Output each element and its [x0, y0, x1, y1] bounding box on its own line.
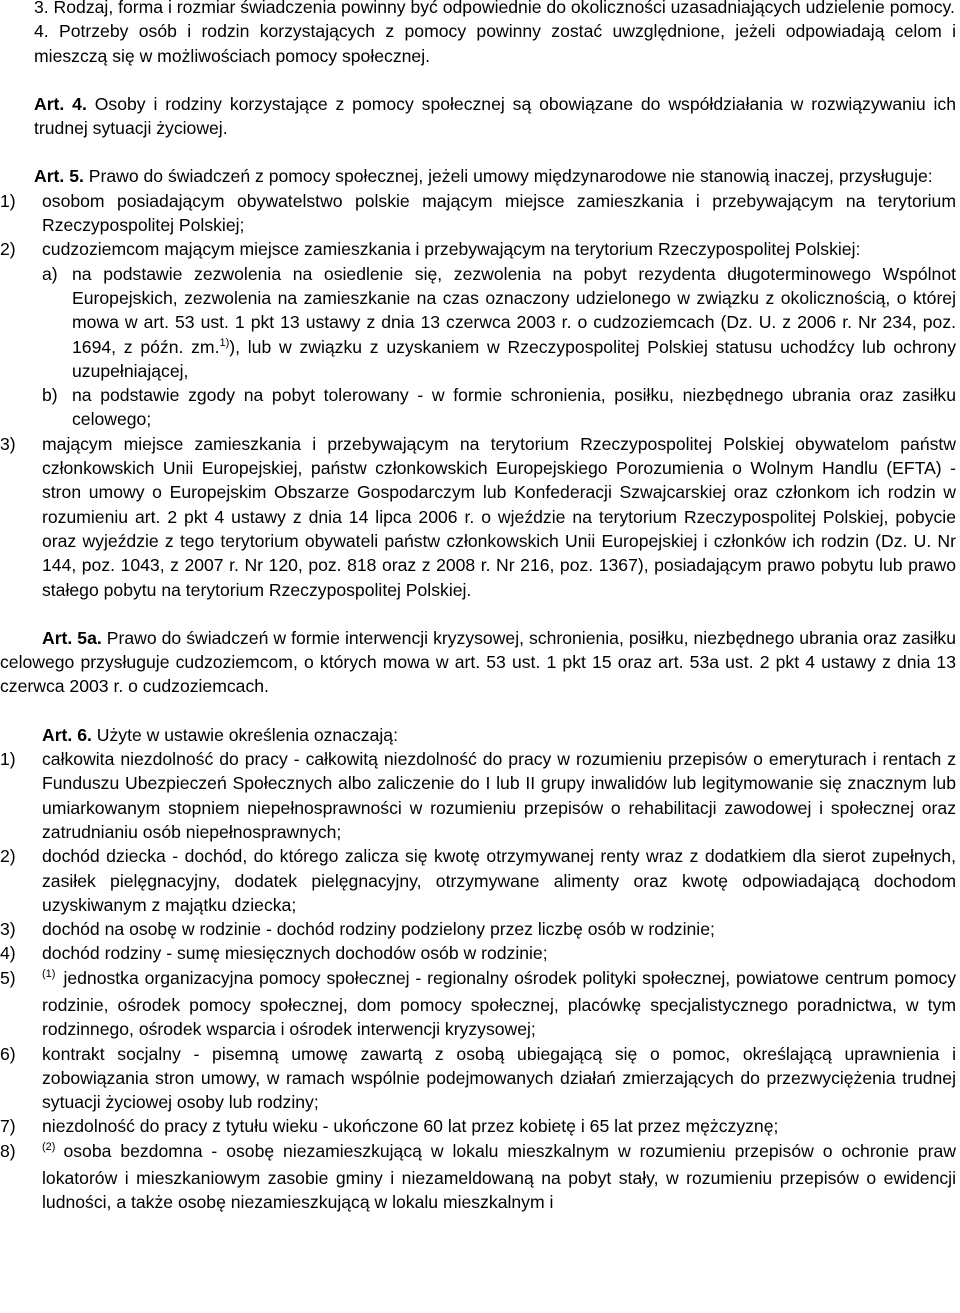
article-5a-text: Prawo do świadczeń w formie interwencji kryzysowej, schronienia, posiłku, niezbędnego ubrania oraz zasiłku celowego przysługuje cudzoziemcom, o których mowa w art. 53 ust. 1 pkt 15 oraz art. 53a ust. 2 pkt 4 ustawy z dnia 13 czerwca 2003 r. o cudzoziemcach. — [0, 627, 956, 697]
amendment-marker: (1) — [42, 967, 56, 980]
paragraph-4: 4. Potrzeby osób i rodzin korzystających z pomocy powinny zostać uwzględnione, jeżeli odpowiadają celom i mieszczą się w możliwościach pomocy społecznej. — [34, 21, 956, 66]
article-5-item-2b — [0, 383, 956, 432]
item-number: 1) — [0, 190, 16, 211]
article-6-item-5 — [0, 966, 956, 1042]
subitem-text: na podstawie zgody na pobyt tolerowany - w formie schronienia, posiłku, niezbędnego ubrania oraz zasiłku celowego; — [72, 385, 956, 430]
item-text-body: jednostka organizacyjna pomocy społecznej - regionalny ośrodek polityki społecznej, powiatowe centrum pomocy rodzinie, ośrodek pomocy społecznej, dom pomocy społecznej, placówkę specjalistycznego poradnictwa, w tym rodzinnego, ośrodek wsparcia i ośrodek interwencji kryzysowej; — [42, 967, 956, 1040]
item-text-body: całkowita niezdolność do pracy - całkowitą niezdolność do pracy w rozumieniu przepisów o emeryturach i rentach z Funduszu Ubezpieczeń Społecznych albo zaliczenie do I lub II grupy inwalidów lub legitymowanie się znacznym lub umiarkowanym stopniem niepełnosprawności w rozumieniu przepisów o rehabilitacji zawodowej i społecznej oraz zatrudnianiu osób niepełnosprawnych; — [42, 749, 956, 842]
article-5-item-2a — [0, 262, 956, 383]
article-6-item-2 — [0, 844, 956, 917]
item-text-body: osoba bezdomna - osobę niezamieszkującą w lokalu mieszkalnym w rozumieniu przepisów o ochronie praw lokatorów i mieszkaniowym zasobie gminy i niezameldowaną na pobyt stały, w rozumieniu przepisów o ewidencji ludności, a także osobę niezamieszkującą w lokalu mieszkalnym i — [42, 1140, 956, 1213]
article-5-intro — [0, 164, 956, 188]
article-5-text: Prawo do świadczeń z pomocy społecznej, jeżeli umowy międzynarodowe nie stanowią inaczej, przysługuje: — [83, 166, 933, 187]
subitem-text-part: na podstawie zezwolenia na osiedlenie się, zezwolenia na pobyt rezydenta długoterminowego Wspólnot Europejskich, zezwolenia na zamieszkanie na czas oznaczony udzielonego w związku z okolicznością, o której mowa w art. 53 ust. 1 pkt 13 ustawy z dnia 13 czerwca 2003 r. o cudzoziemcach (Dz. U. z 2006 r. Nr 234, poz. 1694, z późn. zm. — [72, 263, 956, 357]
article-6-label: Art. 6. — [42, 724, 92, 745]
article-4-label: Art. 4. — [34, 93, 87, 114]
item-text-body: niezdolność do pracy z tytułu wieku - ukończone 60 lat przez kobietę i 65 lat przez mężczyznę; — [42, 1116, 779, 1137]
article-6-item-1 — [0, 747, 956, 844]
subitem-text-part: ), lub w związku z uzyskaniem w Rzeczypospolitej Polskiej statusu uchodźcy lub ochrony uzupełniającej, — [72, 336, 956, 381]
item-number: 8) — [0, 1140, 16, 1161]
item-text: cudzoziemcom mającym miejsce zamieszkania i przebywającym na terytorium Rzeczypospolitej Polskiej: — [42, 239, 861, 260]
item-text: osobom posiadającym obywatelstwo polskie mającym miejsce zamieszkania i przebywającym na terytorium Rzeczypospolitej Polskiej; — [42, 190, 956, 236]
article-5-item-2 — [0, 237, 956, 261]
item-text-body: dochód dziecka - dochód, do którego zalicza się kwotę otrzymywanej renty wraz z dodatkiem dla sierot zupełnych, zasiłek pielęgnacyjny, dodatek pielęgnacyjny, otrzymywane alimenty oraz kwotę odpowiadającą dochodom uzyskiwanym z majątku dziecka; — [42, 846, 956, 915]
article-6-item-7 — [0, 1114, 956, 1138]
subitem-letter: a) — [42, 263, 58, 284]
item-text — [42, 1139, 956, 1215]
item-text — [42, 747, 956, 844]
article-6-item-8 — [0, 1139, 956, 1215]
item-number: 2) — [0, 239, 16, 260]
article-6-intro — [0, 723, 956, 747]
article-5-item-1 — [0, 189, 956, 238]
item-number: 2) — [0, 846, 16, 867]
item-text — [42, 941, 956, 965]
article-6-item-6 — [0, 1042, 956, 1115]
article-4 — [0, 92, 956, 141]
item-number: 7) — [0, 1116, 16, 1137]
item-text — [42, 1042, 956, 1115]
subitem-text — [72, 262, 956, 383]
item-number: 4) — [0, 943, 16, 964]
subitem-letter: b) — [42, 385, 58, 406]
item-text — [42, 844, 956, 917]
item-text-body: dochód na osobę w rodzinie - dochód rodziny podzielony przez liczbę osób w rodzinie; — [42, 919, 715, 940]
article-6-definitions — [0, 747, 956, 1215]
article-6-text: Użyte w ustawie określenia oznaczają: — [91, 724, 398, 745]
footnote-reference: 1) — [219, 336, 230, 349]
item-number: 3) — [0, 433, 16, 454]
article-6-item-4 — [0, 941, 956, 965]
item-number: 3) — [0, 919, 16, 940]
article-4-text: Osoby i rodziny korzystające z pomocy społecznej są obowiązane do współdziałania w rozwiązywaniu ich trudnej sytuacji życiowej. — [34, 93, 956, 139]
item-number: 1) — [0, 749, 16, 770]
item-text-body: kontrakt socjalny - pisemną umowę zawartą z osobą ubiegającą się o pomoc, określającą uprawnienia i zobowiązania stron umowy, w ramach wspólnie podejmowanych działań zmierzających do przezwyciężenia trudnej sytuacji życiowej osoby lub rodziny; — [42, 1043, 956, 1113]
paragraph-3: 3. Rodzaj, forma i rozmiar świadczenia powinny być odpowiednie do okoliczności uzasadniających udzielenie pomocy. — [34, 0, 955, 17]
item-number: 5) — [0, 967, 16, 988]
item-text-body: dochód rodziny - sumę miesięcznych dochodów osób w rodzinie; — [42, 943, 548, 964]
item-number: 6) — [0, 1043, 16, 1064]
item-text: mającym miejsce zamieszkania i przebywającym na terytorium Rzeczypospolitej Polskiej obywatelom państw członkowskich Unii Europejskiej, państw członkowskich Europejskiego Porozumienia o Wolnym Handlu (EFTA) - stron umowy o Europejskim Obszarze Gospodarczym lub Konfederacji Szwajcarskiej oraz członkom ich rodzin w rozumieniu art. 2 pkt 4 ustawy z dnia 14 lipca 2006 r. o wjeździe na terytorium Rzeczypospolitej Polskiej, pobycie oraz wyjeździe z tego terytorium obywateli państw członkowskich Unii Europejskiej i członków ich rodzin (Dz. U. Nr 144, poz. 1043, z 2007 r. Nr 120, poz. 818 oraz z 2008 r. Nr 216, poz. 1367), posiadającym prawo pobytu lub prawo stałego pobytu na terytorium Rzeczypospolitej Polskiej. — [42, 433, 956, 600]
article-5a-label: Art. 5a. — [42, 627, 102, 648]
item-text — [42, 917, 956, 941]
article-6-item-3 — [0, 917, 956, 941]
article-5a — [0, 626, 956, 699]
amendment-marker: (2) — [42, 1140, 56, 1153]
item-text — [42, 1114, 956, 1138]
article-5-label: Art. 5. — [34, 166, 84, 187]
article-5-item-3 — [0, 432, 956, 602]
item-text — [42, 966, 956, 1042]
